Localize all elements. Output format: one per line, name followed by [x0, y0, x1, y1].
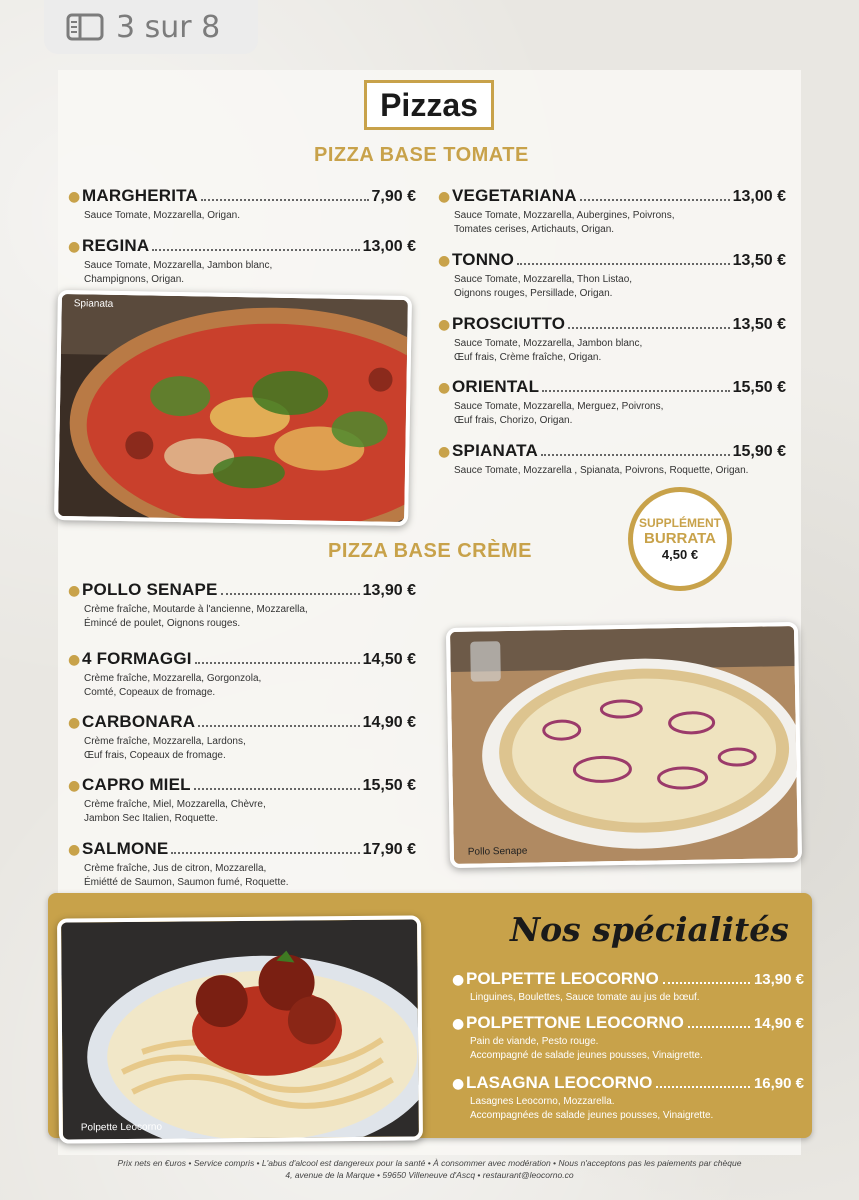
bullet-icon: ● [68, 239, 81, 255]
item-name: SPIANATA [452, 441, 538, 460]
menu-item [68, 839, 416, 889]
specials-title: Nos spécialités [510, 910, 789, 949]
item-description: Crème fraîche, Moutarde à l'ancienne, Mozzarella, Émincé de poulet, Oignons rouges. [84, 604, 308, 629]
photo-caption: Polpette Leocorno [80, 1121, 163, 1134]
item-description: Lasagnes Leocorno, Mozzarella. Accompagnées de salade jeunes pousses, Vinaigrette. [470, 1096, 714, 1121]
leader-dots [656, 1086, 750, 1088]
pasta-image [61, 919, 419, 1139]
footer-legal: Prix nets en €uros • Service compris • L'abus d'alcool est dangereux pour la santé • À consommer avec modération • Nous n'acceptons pas les paiements par chèque [117, 1158, 742, 1168]
item-name: 4 FORMAGGI [82, 649, 192, 668]
item-description: Sauce Tomate, Mozzarella, Jambon blanc, Champignons, Origan. [84, 260, 273, 285]
item-name: TONNO [452, 250, 515, 269]
burrata-supplement-badge [628, 487, 732, 591]
photo-polpette [57, 915, 423, 1143]
menu-item [438, 250, 786, 300]
item-price: 13,00 € [732, 188, 786, 205]
item-price: 15,50 € [362, 777, 416, 794]
item-description: Linguines, Boulettes, Sauce tomate au jus de bœuf. [470, 992, 700, 1003]
bullet-icon: ● [438, 317, 451, 333]
bullet-icon: ● [438, 189, 451, 205]
photo-spianata [54, 290, 412, 526]
item-price: 7,90 € [371, 188, 416, 205]
leader-dots [221, 593, 360, 595]
bullet-icon: ● [68, 778, 81, 794]
item-price: 13,50 € [732, 252, 786, 269]
item-price: 13,00 € [362, 238, 416, 255]
sidebar-icon [66, 13, 104, 41]
section-title-tomate: PIZZA BASE TOMATE [314, 144, 529, 166]
menu-item [438, 186, 786, 236]
page-indicator[interactable] [44, 0, 258, 54]
item-name: SALMONE [82, 839, 169, 858]
leader-dots [198, 725, 359, 727]
leader-dots [194, 788, 360, 790]
menu-item [438, 377, 786, 427]
item-name: POLLO SENAPE [82, 580, 218, 599]
footer [58, 1157, 801, 1181]
leader-dots [541, 454, 730, 456]
item-description: Pain de viande, Pesto rouge. Accompagné de salade jeunes pousses, Vinaigrette. [470, 1036, 703, 1061]
item-name: VEGETARIANA [452, 186, 577, 205]
pizza-image [58, 294, 408, 522]
item-price: 13,90 € [753, 971, 804, 988]
item-name: MARGHERITA [82, 186, 198, 205]
bullet-icon: ● [452, 1076, 465, 1092]
item-price: 13,50 € [732, 316, 786, 333]
item-description: Crème fraîche, Jus de citron, Mozzarella, Émiétté de Saumon, Saumon fumé, Roquette. [84, 863, 289, 888]
item-price: 14,90 € [753, 1015, 804, 1032]
menu-item [68, 186, 416, 223]
pizza-image [450, 626, 798, 864]
menu-item [68, 712, 416, 762]
bullet-icon: ● [452, 972, 465, 988]
item-price: 14,50 € [362, 651, 416, 668]
photo-pollo-senape [446, 622, 802, 868]
leader-dots [568, 327, 729, 329]
item-price: 15,90 € [732, 443, 786, 460]
item-price: 13,90 € [362, 582, 416, 599]
item-name: PROSCIUTTO [452, 314, 566, 333]
item-name: POLPETTE LEOCORNO [466, 969, 659, 988]
item-description: Sauce Tomate, Mozzarella, Merguez, Poivrons, Œuf frais, Chorizo, Origan. [454, 401, 664, 426]
item-description: Sauce Tomate, Mozzarella, Jambon blanc, Œuf frais, Crème fraîche, Origan. [454, 338, 643, 363]
section-title-creme: PIZZA BASE CRÈME [328, 540, 532, 562]
menu-item [68, 649, 416, 699]
menu-item [438, 441, 786, 478]
menu-item [68, 236, 416, 286]
bullet-icon: ● [438, 444, 451, 460]
leader-dots [171, 852, 359, 854]
leader-dots [517, 263, 730, 265]
item-name: LASAGNA LEOCORNO [466, 1073, 653, 1092]
item-description: Crème fraîche, Miel, Mozzarella, Chèvre, Jambon Sec Italien, Roquette. [84, 799, 266, 824]
page-number: 3 sur 8 [116, 9, 221, 45]
menu-item [68, 580, 416, 630]
item-name: ORIENTAL [452, 377, 540, 396]
item-description: Sauce Tomate, Mozzarella, Thon Listao, Oignons rouges, Persillade, Origan. [454, 274, 633, 299]
bullet-icon: ● [68, 583, 81, 599]
bullet-icon: ● [68, 652, 81, 668]
item-name: POLPETTONE LEOCORNO [466, 1013, 684, 1032]
leader-dots [688, 1026, 750, 1028]
badge-line-1: SUPPLÉMENT [638, 516, 721, 530]
item-description: Crème fraîche, Mozzarella, Gorgonzola, Comté, Copeaux de fromage. [84, 673, 262, 698]
bullet-icon: ● [68, 715, 81, 731]
leader-dots [152, 249, 359, 251]
item-price: 16,90 € [753, 1075, 804, 1092]
menu-item [438, 314, 786, 364]
specials-item [452, 969, 804, 1005]
specials-item [452, 1013, 804, 1063]
item-name: CARBONARA [82, 712, 196, 731]
page-title-box [364, 80, 494, 130]
item-price: 17,90 € [362, 841, 416, 858]
leader-dots [195, 662, 360, 664]
badge-price: 4,50 € [661, 547, 699, 562]
leader-dots [542, 390, 729, 392]
item-price: 15,50 € [732, 379, 786, 396]
bullet-icon: ● [68, 842, 81, 858]
item-description: Sauce Tomate, Mozzarella, Aubergines, Poivrons, Tomates cerises, Artichauts, Origan. [454, 210, 675, 235]
bullet-icon: ● [438, 253, 451, 269]
leader-dots [201, 199, 369, 201]
photo-caption: Pollo Senape [467, 845, 528, 858]
page-title: Pizzas [380, 86, 478, 123]
badge-line-2: BURRATA [644, 530, 716, 547]
photo-caption: Spianata [73, 298, 114, 310]
leader-dots [663, 982, 750, 984]
leader-dots [580, 199, 730, 201]
bullet-icon: ● [438, 380, 451, 396]
item-description: Sauce Tomate, Mozzarella , Spianata, Poivrons, Roquette, Origan. [454, 465, 749, 476]
item-name: REGINA [82, 236, 150, 255]
menu-item [68, 775, 416, 825]
item-price: 14,90 € [362, 714, 416, 731]
item-name: CAPRO MIEL [82, 775, 191, 794]
item-description: Sauce Tomate, Mozzarella, Origan. [84, 210, 241, 221]
specials-item [452, 1073, 804, 1123]
bullet-icon: ● [68, 189, 81, 205]
footer-address: 4, avenue de la Marque • 59650 Villeneuve d'Ascq • restaurant@leocorno.co [285, 1170, 574, 1180]
item-description: Crème fraîche, Mozzarella, Lardons, Œuf frais, Copeaux de fromage. [84, 736, 246, 761]
bullet-icon: ● [452, 1016, 465, 1032]
